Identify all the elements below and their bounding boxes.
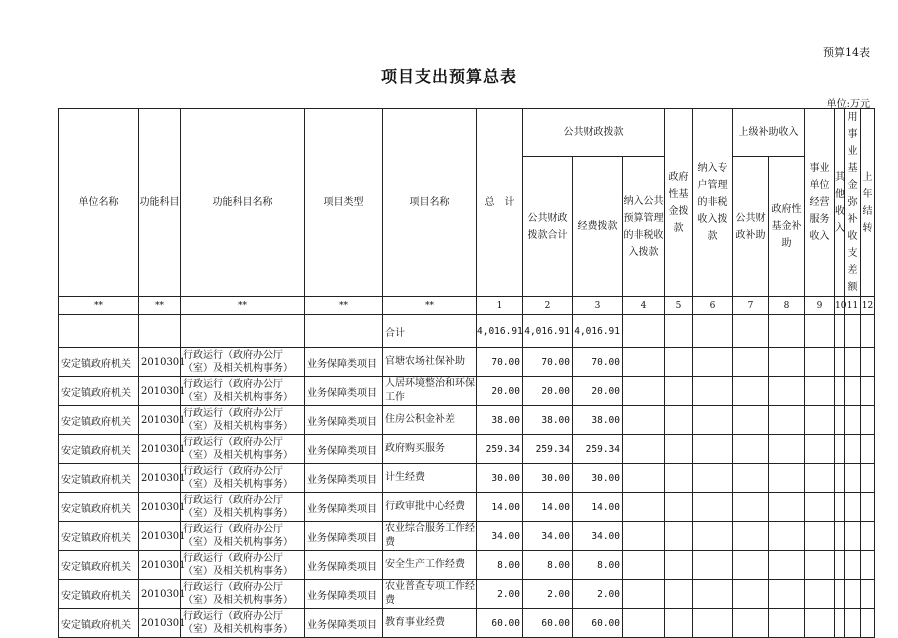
- funding-cell: 14.00: [573, 493, 623, 522]
- empty-cell: [733, 522, 769, 551]
- public-sub-cell: 70.00: [523, 348, 573, 377]
- empty-cell: [835, 493, 845, 522]
- empty-cell: [861, 522, 875, 551]
- empty-cell: [733, 609, 769, 638]
- empty-cell: [665, 464, 693, 493]
- table-row: [59, 377, 875, 406]
- empty-cell: [805, 580, 835, 609]
- project-type-cell: 业务保障类项目: [305, 522, 383, 551]
- unit-name-cell: 安定镇政府机关: [59, 522, 139, 551]
- col-higher-group: 上级补助收入: [733, 109, 805, 157]
- empty-cell: [665, 522, 693, 551]
- empty-cell: [835, 464, 845, 493]
- total-cell: 70.00: [477, 348, 523, 377]
- table-row: [59, 435, 875, 464]
- table-row: [59, 493, 875, 522]
- empty-cell: [693, 522, 733, 551]
- func-name-cell: 行政运行（政府办公厅（室）及相关机构事务）: [181, 609, 305, 638]
- funding-cell: 20.00: [573, 377, 623, 406]
- col-other-income: 其他收入: [835, 109, 845, 297]
- index-row: [59, 297, 875, 315]
- public-sub-cell: 14.00: [523, 493, 573, 522]
- funding-cell: 34.00: [573, 522, 623, 551]
- empty-cell: [861, 551, 875, 580]
- func-code-cell: 2010301: [139, 406, 181, 435]
- project-type-cell: 业务保障类项目: [305, 435, 383, 464]
- public-sub-cell: 2.00: [523, 580, 573, 609]
- empty-cell: [769, 348, 805, 377]
- empty-cell: [665, 493, 693, 522]
- project-type-cell: 业务保障类项目: [305, 406, 383, 435]
- func-code-cell: 2010301: [139, 464, 181, 493]
- empty-cell: [623, 348, 665, 377]
- col-public-sub: 公共财政拨款合计: [523, 157, 573, 297]
- empty-cell: [805, 464, 835, 493]
- index-cell: 1: [477, 297, 523, 315]
- project-type-cell: 业务保障类项目: [305, 551, 383, 580]
- table-row: [59, 580, 875, 609]
- empty-cell: [665, 406, 693, 435]
- project-type-cell: 业务保障类项目: [305, 348, 383, 377]
- func-name-cell: 行政运行（政府办公厅（室）及相关机构事务）: [181, 348, 305, 377]
- project-name-cell: 行政审批中心经费: [383, 493, 477, 522]
- col-total: 总 计: [477, 109, 523, 297]
- empty-cell: [733, 551, 769, 580]
- empty-cell: [693, 493, 733, 522]
- total-funding: 4,016.91: [573, 315, 623, 348]
- empty-cell: [805, 493, 835, 522]
- col-funding: 经费拨款: [573, 157, 623, 297]
- empty-cell: [845, 464, 861, 493]
- empty-cell: [693, 406, 733, 435]
- public-sub-cell: 20.00: [523, 377, 573, 406]
- index-cell: 12: [861, 297, 875, 315]
- empty-cell: [665, 435, 693, 464]
- empty-cell: [693, 609, 733, 638]
- project-name-cell: 住房公积金补差: [383, 406, 477, 435]
- empty-cell: [665, 551, 693, 580]
- col-unit-name: 单位名称: [59, 109, 139, 297]
- empty-cell: [665, 609, 693, 638]
- public-sub-cell: 38.00: [523, 406, 573, 435]
- index-cell: 8: [769, 297, 805, 315]
- empty-cell: [861, 464, 875, 493]
- col-public-group: 公共财政拨款: [523, 109, 665, 157]
- funding-cell: 38.00: [573, 406, 623, 435]
- empty-cell: [733, 493, 769, 522]
- unit-name-cell: 安定镇政府机关: [59, 493, 139, 522]
- unit-name-cell: 安定镇政府机关: [59, 580, 139, 609]
- empty-cell: [769, 609, 805, 638]
- project-type-cell: 业务保障类项目: [305, 464, 383, 493]
- project-type-cell: 业务保障类项目: [305, 493, 383, 522]
- empty-cell: [835, 377, 845, 406]
- empty-cell: [623, 493, 665, 522]
- empty-cell: [733, 406, 769, 435]
- empty-cell: [769, 377, 805, 406]
- empty-cell: [805, 406, 835, 435]
- project-name-cell: 人居环境整治和环保工作: [383, 377, 477, 406]
- public-sub-cell: 30.00: [523, 464, 573, 493]
- empty-cell: [623, 377, 665, 406]
- empty-cell: [693, 464, 733, 493]
- index-cell: 11: [845, 297, 861, 315]
- unit-name-cell: 安定镇政府机关: [59, 348, 139, 377]
- public-sub-cell: 8.00: [523, 551, 573, 580]
- project-name-cell: 官塘农场社保补助: [383, 348, 477, 377]
- empty-cell: [861, 406, 875, 435]
- empty-cell: [693, 377, 733, 406]
- project-name-cell: 教育事业经费: [383, 609, 477, 638]
- empty-cell: [769, 493, 805, 522]
- unit-name-cell: 安定镇政府机关: [59, 464, 139, 493]
- funding-cell: 30.00: [573, 464, 623, 493]
- func-code-cell: 2010301: [139, 435, 181, 464]
- empty-cell: [733, 580, 769, 609]
- col-gov-fund: 政府性基金拨款: [665, 109, 693, 297]
- empty-cell: [835, 435, 845, 464]
- unit-name-cell: 安定镇政府机关: [59, 377, 139, 406]
- project-name-cell: 计生经费: [383, 464, 477, 493]
- empty-cell: [769, 406, 805, 435]
- empty-cell: [623, 580, 665, 609]
- func-name-cell: 行政运行（政府办公厅（室）及相关机构事务）: [181, 464, 305, 493]
- empty-cell: [835, 609, 845, 638]
- public-sub-cell: 259.34: [523, 435, 573, 464]
- index-cell: 7: [733, 297, 769, 315]
- empty-cell: [861, 609, 875, 638]
- empty-cell: [665, 377, 693, 406]
- empty-cell: [733, 464, 769, 493]
- empty-cell: [845, 348, 861, 377]
- public-sub-cell: 34.00: [523, 522, 573, 551]
- total-cell: 2.00: [477, 580, 523, 609]
- empty-cell: [665, 348, 693, 377]
- empty-cell: [845, 435, 861, 464]
- func-name-cell: 行政运行（政府办公厅（室）及相关机构事务）: [181, 377, 305, 406]
- total-cell: 14.00: [477, 493, 523, 522]
- table-row: [59, 348, 875, 377]
- table-row: [59, 609, 875, 638]
- empty-cell: [835, 348, 845, 377]
- funding-cell: 259.34: [573, 435, 623, 464]
- func-code-cell: 2010301: [139, 580, 181, 609]
- unit-name-cell: 安定镇政府机关: [59, 406, 139, 435]
- func-code-cell: 2010301: [139, 522, 181, 551]
- empty-cell: [623, 435, 665, 464]
- index-cell: **: [383, 297, 477, 315]
- total-cell: 20.00: [477, 377, 523, 406]
- empty-cell: [769, 435, 805, 464]
- col-nontax-public: 纳入公共预算管理的非税收入拨款: [623, 157, 665, 297]
- total-row: [59, 315, 875, 348]
- index-cell: 2: [523, 297, 573, 315]
- funding-cell: 2.00: [573, 580, 623, 609]
- empty-cell: [733, 348, 769, 377]
- index-cell: **: [305, 297, 383, 315]
- empty-cell: [845, 493, 861, 522]
- empty-cell: [693, 580, 733, 609]
- empty-cell: [861, 435, 875, 464]
- empty-cell: [861, 377, 875, 406]
- col-higher-public: 公共财政补助: [733, 157, 769, 297]
- empty-cell: [805, 377, 835, 406]
- empty-cell: [835, 580, 845, 609]
- col-project-name: 项目名称: [383, 109, 477, 297]
- total-cell: 259.34: [477, 435, 523, 464]
- unit-name-cell: 安定镇政府机关: [59, 435, 139, 464]
- col-fund-make-up: 用事业基金弥补收支差额: [845, 109, 861, 297]
- col-project-type: 项目类型: [305, 109, 383, 297]
- table-row: [59, 551, 875, 580]
- index-cell: **: [59, 297, 139, 315]
- empty-cell: [805, 348, 835, 377]
- empty-cell: [845, 522, 861, 551]
- table-row: [59, 406, 875, 435]
- project-type-cell: 业务保障类项目: [305, 377, 383, 406]
- funding-cell: 60.00: [573, 609, 623, 638]
- page-title: 项目支出预算总表: [380, 67, 517, 86]
- empty-cell: [665, 580, 693, 609]
- empty-cell: [835, 522, 845, 551]
- col-special-nontax: 纳入专户管理的非税收入拨款: [693, 109, 733, 297]
- unit-label: 单位:万元: [826, 99, 870, 110]
- index-cell: 10: [835, 297, 845, 315]
- empty-cell: [623, 464, 665, 493]
- form-reference: 预算14表: [823, 46, 870, 59]
- unit-name-cell: 安定镇政府机关: [59, 551, 139, 580]
- func-code-cell: 2010301: [139, 493, 181, 522]
- table-row: [59, 464, 875, 493]
- func-code-cell: 2010301: [139, 377, 181, 406]
- project-name-cell: 政府购买服务: [383, 435, 477, 464]
- funding-cell: 8.00: [573, 551, 623, 580]
- unit-name-cell: 安定镇政府机关: [59, 609, 139, 638]
- total-public-sub: 4,016.91: [523, 315, 573, 348]
- func-code-cell: 2010301: [139, 609, 181, 638]
- col-func-code: 功能科目: [139, 109, 181, 297]
- empty-cell: [693, 348, 733, 377]
- index-cell: 9: [805, 297, 835, 315]
- empty-cell: [805, 551, 835, 580]
- project-type-cell: 业务保障类项目: [305, 580, 383, 609]
- total-cell: 30.00: [477, 464, 523, 493]
- total-label: 合计: [383, 315, 477, 348]
- col-func-name: 功能科目名称: [181, 109, 305, 297]
- func-name-cell: 行政运行（政府办公厅（室）及相关机构事务）: [181, 551, 305, 580]
- empty-cell: [805, 435, 835, 464]
- project-name-cell: 农业普查专项工作经费: [383, 580, 477, 609]
- index-cell: **: [181, 297, 305, 315]
- funding-cell: 70.00: [573, 348, 623, 377]
- empty-cell: [769, 464, 805, 493]
- func-name-cell: 行政运行（政府办公厅（室）及相关机构事务）: [181, 493, 305, 522]
- empty-cell: [769, 580, 805, 609]
- empty-cell: [845, 406, 861, 435]
- empty-cell: [693, 551, 733, 580]
- col-carryover: 上年结转: [861, 109, 875, 297]
- func-code-cell: 2010301: [139, 551, 181, 580]
- empty-cell: [835, 551, 845, 580]
- func-name-cell: 行政运行（政府办公厅（室）及相关机构事务）: [181, 522, 305, 551]
- empty-cell: [769, 522, 805, 551]
- empty-cell: [733, 377, 769, 406]
- total-cell: 34.00: [477, 522, 523, 551]
- total-cell: 60.00: [477, 609, 523, 638]
- empty-cell: [845, 377, 861, 406]
- index-cell: 6: [693, 297, 733, 315]
- index-cell: 3: [573, 297, 623, 315]
- empty-cell: [861, 580, 875, 609]
- empty-cell: [693, 435, 733, 464]
- empty-cell: [861, 493, 875, 522]
- index-cell: 4: [623, 297, 665, 315]
- empty-cell: [835, 406, 845, 435]
- public-sub-cell: 60.00: [523, 609, 573, 638]
- empty-cell: [623, 551, 665, 580]
- table-row: [59, 522, 875, 551]
- index-cell: **: [139, 297, 181, 315]
- empty-cell: [623, 609, 665, 638]
- empty-cell: [769, 551, 805, 580]
- empty-cell: [845, 609, 861, 638]
- empty-cell: [845, 580, 861, 609]
- col-higher-gov-fund: 政府性基金补助: [769, 157, 805, 297]
- project-type-cell: 业务保障类项目: [305, 609, 383, 638]
- empty-cell: [845, 551, 861, 580]
- budget-table: [58, 108, 875, 638]
- empty-cell: [623, 522, 665, 551]
- empty-cell: [805, 609, 835, 638]
- total-cell: 8.00: [477, 551, 523, 580]
- project-name-cell: 安全生产工作经费: [383, 551, 477, 580]
- func-name-cell: 行政运行（政府办公厅（室）及相关机构事务）: [181, 406, 305, 435]
- total-cell: 38.00: [477, 406, 523, 435]
- func-name-cell: 行政运行（政府办公厅（室）及相关机构事务）: [181, 435, 305, 464]
- empty-cell: [805, 522, 835, 551]
- total-amount: 4,016.91: [477, 315, 523, 348]
- func-name-cell: 行政运行（政府办公厅（室）及相关机构事务）: [181, 580, 305, 609]
- index-cell: 5: [665, 297, 693, 315]
- func-code-cell: 2010301: [139, 348, 181, 377]
- empty-cell: [623, 406, 665, 435]
- empty-cell: [861, 348, 875, 377]
- project-name-cell: 农业综合服务工作经费: [383, 522, 477, 551]
- empty-cell: [733, 435, 769, 464]
- col-business-income: 事业单位经营服务收入: [805, 109, 835, 297]
